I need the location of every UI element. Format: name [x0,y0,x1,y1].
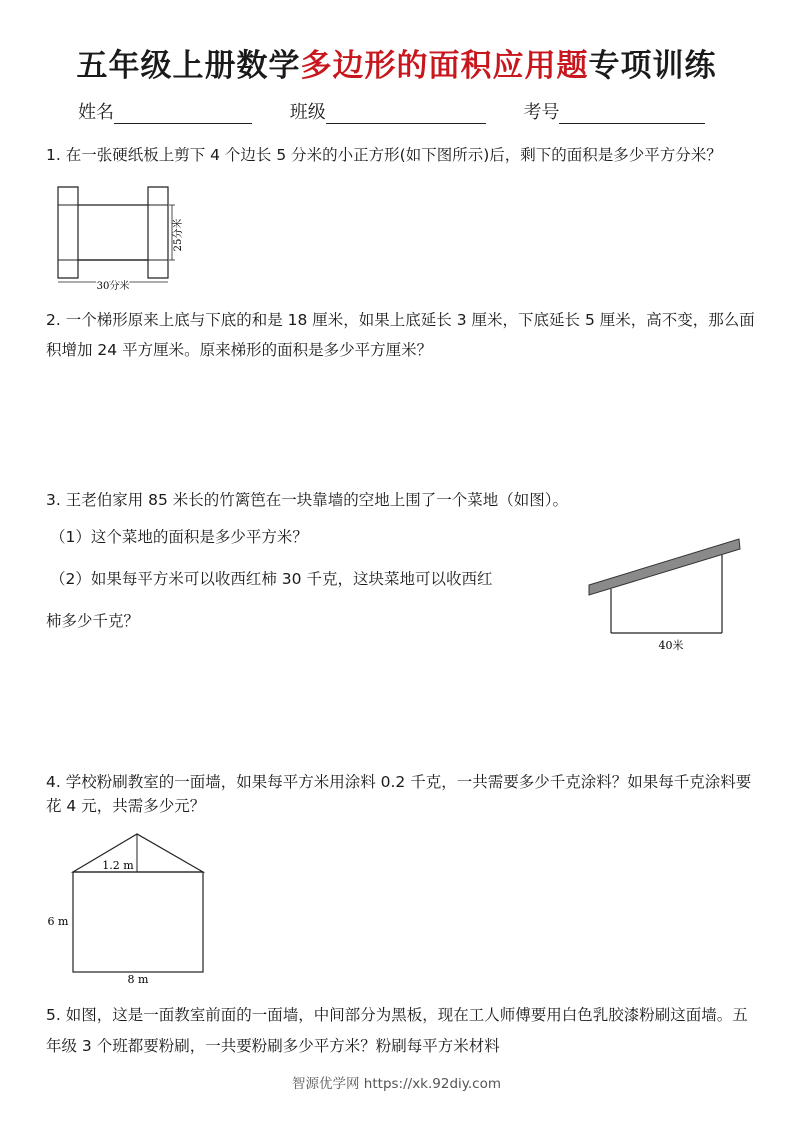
page-title: 五年级上册数学多边形的面积应用题专项训练 [76,48,717,84]
question-2-text: 2. 一个梯形原来上底与下底的和是 18 厘米，如果上底延长 3 厘米，下底延长 5 厘米，高不变，那么面积增加 24 平方厘米。原来梯形的面积是多少平方厘米？ [46,311,755,359]
student-info-row [78,98,705,124]
footer-watermark: 智源优学网 https://xk.92diy.com [292,1076,501,1092]
question-1-text: 1. 在一张硬纸板上剪下 4 个边长 5 分米的小正方形(如下图所示)后，剩下的面积是多少平方分米？ [46,146,722,164]
q4-wall-height-label: 6 m [47,915,69,928]
class-field[interactable]: 班级 [290,98,486,124]
question-4-text: 4. 学校粉刷教室的一面墙，如果每平方米用涂料 0.2 千克，一共需要多少千克涂料？如果每千克涂料要花 4 元，共需多少元？ [46,773,752,815]
question-4-figure [44,828,214,988]
question-1-figure [50,185,190,293]
question-5-text: 5. 如图，这是一面教室前面的一面墙，中间部分为黑板，现在工人师傅要用白色乳胶漆粉刷这面墙。五年级 3 个班都要粉刷，一共要粉刷多少平方米？粉刷每平方米材料 [46,1006,748,1055]
q4-roof-height-label: 1.2 m [102,859,134,872]
q1-height-label: 25分米 [173,218,184,252]
question-3-part-1: （1）这个菜地的面积是多少平方米？ [50,528,308,546]
question-3-text: 3. 王老伯家用 85 米长的竹篱笆在一块靠墙的空地上围了一个菜地（如图）。 [46,491,569,509]
question-3-part-2-line-1: （2）如果每平方米可以收西红柿 30 千克，这块菜地可以收西红 [50,570,493,588]
question-3-figure [585,535,745,657]
title-highlight: 多边形的面积应用题 [300,48,589,84]
question-3-part-2-line-2: 柿多少千克？ [46,612,140,630]
q3-width-label: 40米 [658,639,684,652]
exam-no-field[interactable]: 考号 [523,98,705,124]
q4-wall-width-label: 8 m [127,973,149,986]
q1-width-label: 30分米 [96,281,130,292]
name-field[interactable]: 姓名 [78,98,252,124]
